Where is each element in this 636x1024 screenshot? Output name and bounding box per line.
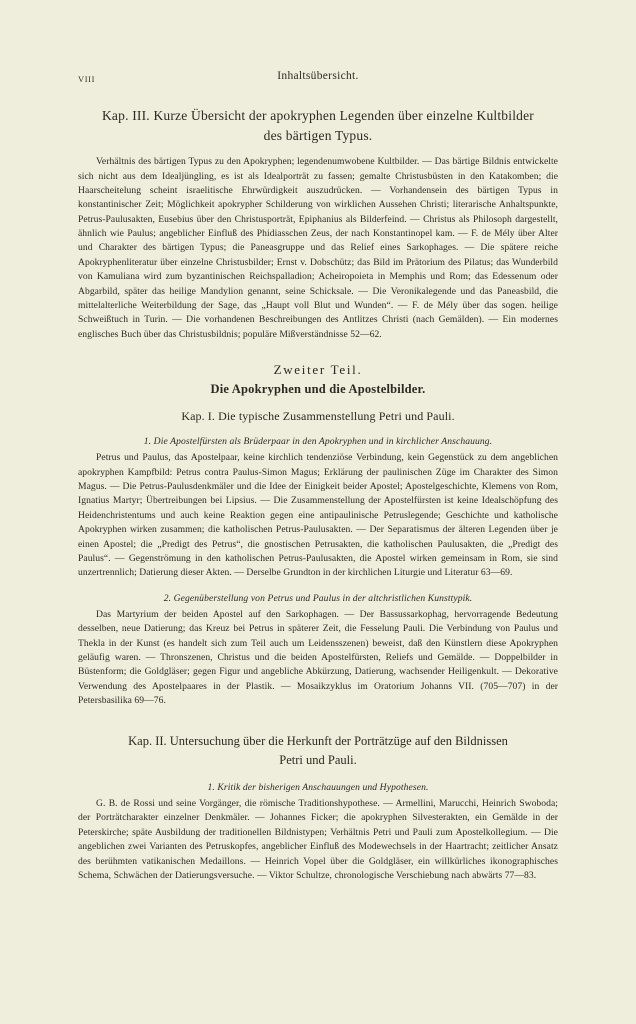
part-2-title: Zweiter Teil. bbox=[273, 362, 363, 378]
chapter-3-heading-line1: Kap. III. Kurze Übersicht der apokryphen Legenden über einzelne Kultbilder bbox=[101, 108, 534, 123]
chapter-3-heading-line2: des bärtigen Typus. bbox=[263, 127, 373, 143]
kapitel-1-section-1-summary: Petrus und Paulus, das Apostelpaar, keine kirchlich tendenziöse Verbindung, kein Gegenstück zu dem angeblichen apokryphen Kampfbild: Petrus contra Paulus-Simon Magus; Erklärung der paulinischen Züge im Charakter des Simon Magus. — Die Petrus-Paulusdenkmäler und die Idee der Einigkeit beider Apostel; Apostelgeschichte, Klemens von Rom, Ignatius Martyr; Übertreibungen bei Lipsius. — Die Zusammenstellung der Apostelfürsten ist keine Idealschöpfung des Heidenchristentums und auch keine Reaktion gegen eine antipaulinische Petruslegende; Geschichte und katholische Apokryphen wirken zusammen; die katholischen Petrus-Paulusakten. — Der Separatismus der älteren Legenden über je einen Apostel; die „Predigt des Petrus“, die gnostischen Petrusakten, die katholischen Paulusakten, die „Predigt des Paulus“. — Gegenströmung in den katholischen Petrus-Paulusakten, die Apostel wirken gemeinsam in Rom, sie sind unzertrennlich; Datierung dieser Akten. — Derselbe Grundton in der kirchlichen Liturgie und Literatur 63—69. bbox=[78, 452, 558, 579]
running-title: Inhaltsübersicht. bbox=[277, 70, 359, 82]
running-head bbox=[78, 70, 558, 92]
kapitel-1-section-2-summary: Das Martyrium der beiden Apostel auf den Sarkophagen. — Der Bassussarkophag, hervorragende Bedeutung desselben, neue Datierung; das Kreuz bei Petrus in späterer Zeit, die Fesselung Pauli. Die Verbindung von Paulus und Thekla in der Kunst (es handelt sich zum Teil auch um Leidensszenen) beweist, daß den Künstlern diese Apokryphen geläufig waren. — Thronszenen, Christus und die beiden Apostelfürsten, Reliefs und Gemälde. — Doppelbilder in Büstenform; die Goldgläser; gegen Figur und angebliche Abkürzung, Datierung, wachsender Heiligenkult. — Dekorative Verwendung des Apostelpaares in der Plastik. — Mosaikzyklus im Oratorium Johanns VII. (705—707) in der Petersbasilika 69—76. bbox=[78, 608, 558, 707]
kapitel-1-section-2-heading: 2. Gegenüberstellung von Petrus und Paulus in der altchristlichen Kunsttypik. bbox=[163, 592, 473, 604]
kapitel-2-section-1-heading: 1. Kritik der bisherigen Anschauungen und Hypothesen. bbox=[207, 781, 429, 793]
part-2-subtitle: Die Apokryphen und die Apostelbilder. bbox=[210, 382, 426, 397]
kapitel-2-heading-line1: Kap. II. Untersuchung über die Herkunft der Porträtzüge auf den Bildnissen bbox=[128, 734, 508, 749]
kapitel-2-heading bbox=[78, 732, 558, 770]
kapitel-1-section-1-heading: 1. Die Apostelfürsten als Brüderpaar in den Apokryphen und in kirchlicher Anschauung. bbox=[143, 436, 493, 448]
kapitel-1-heading: Kap. I. Die typische Zusammenstellung Petri und Pauli. bbox=[181, 409, 455, 424]
kapitel-2-heading-line2: Petri und Pauli. bbox=[279, 753, 357, 768]
folio-number: VIII bbox=[78, 74, 96, 84]
kapitel-2-section-1-summary: G. B. de Rossi und seine Vorgänger, die römische Traditionshypothese. — Armellini, Marucchi, Heinrich Swoboda; der Porträtcharakter einzelner Denkmäler. — Johannes Ficker; die apokryphen Silvesterakten, ein Gemälde in der Peterskirche; späte Ausbildung der traditionellen Bildnistypen; Verhältnis Petri und Pauli zum Apostelkollegium. — Die angeblichen zwei Varianten des Petruskopfes, angeblicher Einfluß des Modewechsels in der Haartracht; zeitlicher Ansatz des berühmten vatikanischen Medaillons. — Heinrich Vopel über die Goldgläser, ein willkürliches ikonographisches Schema, Schwächen der Datierungsversuche. — Viktor Schultze, chronologische Verschiebung nach abwärts 77—83. bbox=[78, 797, 558, 881]
chapter-3-heading bbox=[78, 106, 558, 145]
chapter-3-summary: Verhältnis des bärtigen Typus zu den Apokryphen; legendenumwobene Kultbilder. — Das bärtige Bildnis entwickelte sich nicht aus dem Idealjüngling, es ist als Idealporträt zu fassen; gemalte Christusbüsten in den Katakomben; die Haarscheitelung scheint israelitische Ehrwürdigkeit auszudrücken. — Vorhandensein des bärtigen Typus in konstantinischer Zeit; Möglichkeit apokrypher Schilderung von wirklichen Aussehen Christi; literarische Anhaltspunkte, Petrus-Paulusakten, Eusebius über den Christusporträt, Epiphanius als Bilderfeind. — Christus als Philosoph dargestellt, ähnlich wie Paulus; angeblicher Einfluß des Phidiasschen Zeus, der nach Konstantinopel kam. — F. de Mély über Alter und Charakter des bärtigen Typus; die Paneasgruppe und das Relief eines Sarkophages. — Die spätere reiche Apokryphenliteratur über einzelne Christusbilder; Ernst v. Dobschütz; das Bild im Prätorium des Pilatus; das Wunderbild von Kamuliana wird zum byzantinischen Reichspalladion; Acheiropoieta in Memphis und Rom; das Edessenum oder Abgarbild, später das heilige Mandylion genannt, seine Schicksale. — Die Veronikalegende und das Paneasbild, die mittelalterliche Weiterbildung der Sage, das „Haupt voll Blut und Wunden“. — F. de Mély über das sogen. heilige Schweißtuch in Turin. — Die vorhandenen Beschreibungen des Antlitzes Christi (nach Gemälden). — Ein modernes englisches Buch über das Christusbildnis; populäre Mißverständnisse 52—62. bbox=[78, 156, 558, 340]
